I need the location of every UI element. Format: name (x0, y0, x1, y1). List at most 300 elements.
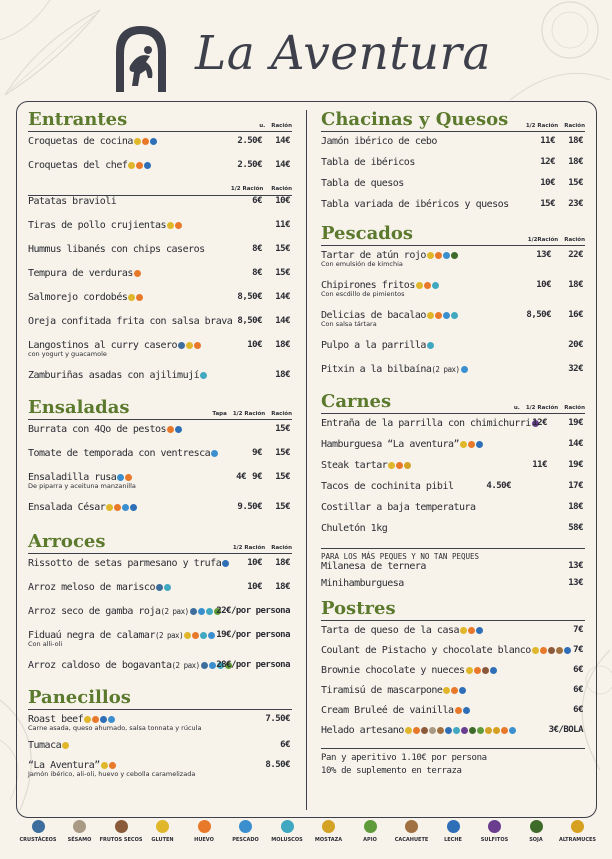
item-line (321, 625, 585, 636)
menu-item (321, 157, 585, 178)
menu-item (28, 196, 292, 220)
item-price: 32€ (568, 364, 583, 374)
section-carnes (321, 390, 585, 544)
item-line (321, 439, 585, 450)
item-price: 12€ (540, 157, 555, 167)
item-description: con yogurt y guacamole (28, 350, 107, 358)
menu-item (321, 502, 585, 523)
menu-item (28, 370, 292, 394)
menu-item (321, 199, 585, 220)
item-name: Costillar a baja temperatura (321, 502, 476, 513)
section-postres (321, 597, 585, 778)
item-price: 17€ (568, 481, 583, 491)
legend-label: SOJA (529, 837, 543, 843)
item-price: 15€ (275, 244, 290, 254)
item-price: 9€ (252, 448, 262, 458)
column-divider (306, 110, 307, 810)
mostaza-allergen-icon (322, 820, 335, 833)
altramuces-allergen-icon (571, 820, 584, 833)
leche-allergen-icon (100, 716, 107, 723)
leche-allergen-icon (564, 647, 571, 654)
menu-item (321, 418, 585, 439)
item-price: 14€ (275, 160, 290, 170)
item-list (28, 714, 292, 786)
section-title: Chacinas y Quesos (321, 109, 509, 130)
item-price: 15€ (540, 199, 555, 209)
gluten-allergen-icon (156, 820, 169, 833)
item-price: 13€ (568, 578, 583, 588)
huevo-allergen-icon (194, 342, 201, 349)
leche-allergen-icon (150, 138, 157, 145)
legend-label: SÉSAMO (67, 837, 92, 843)
item-line (321, 561, 585, 572)
huevo-allergen-icon (136, 162, 143, 169)
explorer-logo-icon (110, 22, 172, 94)
item-name: Tomate de temporada con ventresca (28, 448, 211, 459)
moluscos-allergen-icon (200, 372, 207, 379)
item-price: 8€ (252, 244, 262, 254)
gluten-allergen-icon (128, 162, 135, 169)
menu-item (28, 220, 292, 244)
gluten-allergen-icon (460, 441, 467, 448)
legend-label: CRUSTÁCEOS (19, 837, 57, 843)
col-header: Ración (271, 545, 292, 551)
pescado-allergen-icon (117, 474, 124, 481)
leche-allergen-icon (175, 426, 182, 433)
crustaceos-allergen-icon (190, 608, 197, 615)
brand-title: La Aventura (195, 26, 491, 81)
item-line (321, 645, 585, 656)
col-header: Ración (271, 123, 292, 129)
mostaza-allergen-icon (485, 727, 492, 734)
item-description: Carne asada, queso ahumado, salsa tonnata y rúcula (28, 724, 202, 732)
item-name: Tacos de cochinita pibil (321, 481, 454, 492)
leche-allergen-icon (490, 667, 497, 674)
item-line (321, 523, 585, 534)
crustaceos-allergen-icon (201, 662, 208, 669)
item-price: 18€ (275, 340, 290, 350)
legend-label: MOSTAZA (314, 837, 343, 843)
menu-item (321, 250, 585, 280)
col-header: 1/2 Ración (525, 123, 559, 129)
allergen-legend (20, 818, 596, 858)
item-name: Tabla de ibéricos (321, 157, 415, 168)
menu-item (28, 268, 292, 292)
huevo-allergen-icon (468, 627, 475, 634)
item-price: 10€ (247, 582, 262, 592)
legend-item-altramuces (554, 820, 602, 843)
gluten-allergen-icon (416, 282, 423, 289)
item-price: 15€ (275, 268, 290, 278)
item-name: Tabla de quesos (321, 178, 404, 189)
col-header: Ración (564, 123, 585, 129)
item-price: 14€ (275, 316, 290, 326)
column-headers (528, 237, 585, 243)
gluten-allergen-icon (184, 632, 191, 639)
item-name: Coulant de Pistacho y chocolate blanco (321, 645, 531, 656)
item-price: 58€ (568, 523, 583, 533)
item-price: 18€ (568, 157, 583, 167)
legend-label: HUEVO (194, 837, 214, 843)
column-headers (526, 123, 585, 129)
huevo-allergen-icon (92, 716, 99, 723)
item-name: Cream Bruleé de vainilla (321, 705, 454, 716)
crustaceos-allergen-icon (32, 820, 45, 833)
left-column (28, 108, 292, 786)
pescado-allergen-icon (443, 252, 450, 259)
column-headers (514, 405, 585, 411)
gluten-allergen-icon (405, 727, 412, 734)
item-name: Tiramisú de mascarpone (321, 685, 443, 696)
item-price: 8.50€ (265, 760, 290, 770)
item-price: 7€ (573, 645, 583, 655)
soja-allergen-icon (469, 727, 476, 734)
pescado-allergen-icon (509, 727, 516, 734)
pescado-allergen-icon (209, 662, 216, 669)
item-name: Oreja confitada frita con salsa brava (28, 316, 233, 327)
huevo-allergen-icon (455, 707, 462, 714)
huevo-allergen-icon (109, 762, 116, 769)
item-price: 14€ (568, 439, 583, 449)
legend-label: APIO (363, 837, 377, 843)
huevo-allergen-icon (424, 282, 431, 289)
leche-allergen-icon (459, 687, 466, 694)
menu-item (28, 630, 292, 660)
item-price: 10€ (540, 178, 555, 188)
item-price: 10€ (536, 280, 551, 290)
huevo-allergen-icon (451, 687, 458, 694)
item-name: Minihamburguesa (321, 578, 404, 589)
item-name: Patatas bravioli (28, 196, 117, 207)
huevo-allergen-icon (175, 222, 182, 229)
leche-allergen-icon (476, 441, 483, 448)
item-line (321, 705, 585, 716)
item-price: 2.50€ (237, 136, 262, 146)
col-header: u. (513, 405, 520, 411)
item-pax: (2 pax) (431, 365, 460, 374)
moluscos-allergen-icon (164, 584, 171, 591)
col-header: 1/2 Ración (525, 405, 559, 411)
leche-allergen-icon (130, 504, 137, 511)
legend-label: PESCADO (232, 837, 259, 843)
col-header: Ración (271, 411, 292, 417)
item-price: 23€ (568, 199, 583, 209)
pescado-allergen-icon (108, 716, 115, 723)
item-line (321, 578, 585, 589)
item-price: 22€ (568, 250, 583, 260)
item-name: Fiduaú negra de calamar (28, 630, 155, 641)
cacahuete-allergen-icon (405, 820, 418, 833)
item-name: Jamón ibérico de cebo (321, 136, 437, 147)
item-price: 6€ (252, 196, 262, 206)
item-pax: (2 pax) (160, 607, 189, 616)
gluten-allergen-icon (443, 687, 450, 694)
menu-item (28, 606, 292, 630)
gluten-allergen-icon (186, 342, 193, 349)
item-line (321, 665, 585, 676)
menu-item (321, 685, 585, 705)
crustaceos-allergen-icon (156, 584, 163, 591)
pescado-allergen-icon (208, 632, 215, 639)
item-name: Steak tartar (321, 460, 388, 471)
pescado-allergen-icon (461, 366, 468, 373)
section-title: Panecillos (28, 687, 131, 708)
item-price: 13€ (536, 250, 551, 260)
menu-item (321, 578, 585, 595)
huevo-allergen-icon (501, 727, 508, 734)
item-name: Delicias de bacalao (321, 310, 426, 321)
menu-item (321, 364, 585, 388)
leche-allergen-icon (476, 627, 483, 634)
gluten-allergen-icon (106, 504, 113, 511)
leche-allergen-icon (463, 707, 470, 714)
item-price: 9.50€ (237, 502, 262, 512)
item-name: Ensaladilla rusa (28, 472, 117, 483)
item-price: 6€ (573, 705, 583, 715)
menu-item (28, 472, 292, 502)
gluten-allergen-icon (427, 312, 434, 319)
item-line (28, 740, 292, 751)
item-name: Hummus libanés con chips caseros (28, 244, 205, 255)
cacahuete-allergen-icon (556, 647, 563, 654)
menu-item (28, 502, 292, 526)
item-line (321, 502, 585, 513)
section-pescados (321, 222, 585, 388)
section-chacinas (321, 108, 585, 220)
menu-item (321, 136, 585, 157)
item-price: 2.50€ (237, 160, 262, 170)
item-price: 6€ (280, 740, 290, 750)
moluscos-allergen-icon (206, 608, 213, 615)
huevo-allergen-icon (413, 727, 420, 734)
sesamo-allergen-icon (73, 820, 86, 833)
moluscos-allergen-icon (200, 632, 207, 639)
item-price: 7.50€ (265, 714, 290, 724)
section-title: Arroces (28, 531, 106, 552)
item-name: Tabla variada de ibéricos y quesos (321, 199, 509, 210)
crustaceos-allergen-icon (178, 342, 185, 349)
item-line (28, 370, 292, 381)
kids-title: PARA LOS MÁS PEQUES Y NO TAN PEQUES (321, 548, 585, 561)
item-name: Burrata con 4Qo de pestos (28, 424, 167, 435)
item-price: 11€ (275, 220, 290, 230)
col-header: 1/2 Ración (232, 411, 266, 417)
huevo-allergen-icon (125, 474, 132, 481)
gluten-allergen-icon (427, 252, 434, 259)
item-name: Chuletón 1kg (321, 523, 388, 534)
menu-item (321, 178, 585, 199)
pescado-allergen-icon (211, 450, 218, 457)
sulfitos-allergen-icon (461, 727, 468, 734)
menu-item (321, 310, 585, 340)
frutos-secos-allergen-icon (548, 647, 555, 654)
menu-item (28, 340, 292, 370)
item-price: 7€ (573, 625, 583, 635)
item-price: 19€/por persona (216, 630, 290, 640)
item-price: 19€ (568, 460, 583, 470)
gluten-allergen-icon (466, 667, 473, 674)
item-price: 13€ (568, 561, 583, 571)
mostaza-allergen-icon (404, 462, 411, 469)
item-name: Tartar de atún rojo (321, 250, 426, 261)
menu-item (28, 740, 292, 760)
menu-item (321, 625, 585, 645)
item-name: Croquetas de cocina (28, 136, 133, 147)
gluten-allergen-icon (84, 716, 91, 723)
item-name: Helado artesano (321, 725, 404, 736)
item-price: 15€ (275, 472, 290, 482)
item-name: Chipirones fritos (321, 280, 415, 291)
item-name: “La Aventura” (28, 760, 100, 771)
col-header: u. (259, 123, 266, 129)
gluten-allergen-icon (134, 138, 141, 145)
item-line (321, 364, 585, 375)
huevo-allergen-icon (198, 820, 211, 833)
menu-item (321, 705, 585, 725)
section-ensaladas (28, 396, 292, 526)
apio-allergen-icon (364, 820, 377, 833)
item-list (28, 196, 292, 394)
frutos-secos-allergen-icon (482, 667, 489, 674)
cacahuete-allergen-icon (437, 727, 444, 734)
item-price: 18€ (275, 582, 290, 592)
item-price: 6€ (573, 665, 583, 675)
menu-item (28, 316, 292, 340)
gluten-allergen-icon (532, 647, 539, 654)
sulfitos-allergen-icon (488, 820, 501, 833)
moluscos-allergen-icon (451, 312, 458, 319)
menu-item (321, 561, 585, 578)
sesamo-allergen-icon (429, 727, 436, 734)
pescado-allergen-icon (443, 312, 450, 319)
huevo-allergen-icon (540, 647, 547, 654)
item-price: 18€ (568, 280, 583, 290)
item-line (28, 220, 292, 231)
section-entrantes (28, 108, 292, 394)
menu-item (28, 448, 292, 472)
item-price: 8,50€ (526, 310, 551, 320)
item-line (321, 481, 585, 492)
item-name: Tumaca (28, 740, 62, 751)
item-list (321, 561, 585, 595)
section-kids (321, 548, 585, 595)
item-line (28, 424, 292, 435)
legend-label: LECHE (444, 837, 462, 843)
item-list (321, 136, 585, 220)
section-title: Postres (321, 598, 396, 619)
column-headers (259, 123, 292, 129)
item-price: 22€/por persona (216, 606, 290, 616)
moluscos-allergen-icon (281, 820, 294, 833)
right-column (321, 108, 585, 778)
item-name: Tarta de queso de la casa (321, 625, 460, 636)
leche-allergen-icon (447, 820, 460, 833)
legend-label: GLUTEN (151, 837, 174, 843)
item-price: 4€ (236, 472, 246, 482)
item-name: Salmorejo cordobés (28, 292, 128, 303)
item-name: Langostinos al curry casero (28, 340, 178, 351)
legend-label: FRUTOS SECOS (99, 837, 143, 843)
item-name: Ensalada César (28, 502, 106, 513)
item-price: 11€ (540, 136, 555, 146)
item-price: 18€ (568, 502, 583, 512)
gluten-allergen-icon (128, 294, 135, 301)
section-title: Ensaladas (28, 397, 130, 418)
item-name: Pitxin a la bilbaína (321, 364, 432, 375)
legend-label: MOLUSCOS (271, 837, 303, 843)
item-price: 11€ (532, 460, 547, 470)
menu-item (28, 760, 292, 786)
pescado-allergen-icon (122, 504, 129, 511)
item-price: 3€/BOLA (548, 725, 583, 735)
section-arroces (28, 530, 292, 684)
menu-item (28, 292, 292, 316)
item-price: 8,50€ (237, 316, 262, 326)
menu-item (321, 645, 585, 665)
col-header: Tapa (212, 411, 227, 417)
gluten-allergen-icon (101, 762, 108, 769)
moluscos-allergen-icon (432, 282, 439, 289)
menu-item (321, 460, 585, 481)
legend-label: CACAHUETE (394, 837, 429, 843)
gluten-allergen-icon (460, 627, 467, 634)
huevo-allergen-icon (435, 312, 442, 319)
gluten-allergen-icon (167, 222, 174, 229)
huevo-allergen-icon (136, 294, 143, 301)
item-name: Arroz caldoso de bogavanta (28, 660, 172, 671)
item-description: Jamón ibérico, ali-oli, huevo y cebolla caramelizada (28, 770, 196, 778)
item-price: 10€ (247, 340, 262, 350)
huevo-allergen-icon (468, 441, 475, 448)
legend-label: ALTRAMUCES (558, 837, 597, 843)
item-description: Con emulsión de kimchia (321, 260, 403, 268)
item-list (321, 250, 585, 388)
item-pax: (2 pax) (171, 661, 200, 670)
huevo-allergen-icon (167, 426, 174, 433)
menu-item (321, 439, 585, 460)
section-title: Carnes (321, 391, 392, 412)
item-price: 16€ (568, 310, 583, 320)
huevo-allergen-icon (114, 504, 121, 511)
item-price: 15€ (568, 178, 583, 188)
col-header: Ración (564, 237, 585, 243)
menu-item (28, 160, 292, 184)
item-line (321, 725, 585, 736)
header (0, 0, 612, 100)
menu-item (28, 424, 292, 448)
item-price: 8€ (252, 268, 262, 278)
item-price: 4.50€ (486, 481, 511, 491)
menu-item (28, 714, 292, 740)
item-name: Entraña de la parrilla con chimichurri (321, 418, 531, 429)
item-price: 15€ (275, 448, 290, 458)
item-price: 8,50€ (237, 292, 262, 302)
item-list (321, 625, 585, 745)
item-price: 6€ (573, 685, 583, 695)
menu-item (28, 136, 292, 160)
item-name: Rissotto de setas parmesano y trufa (28, 558, 222, 569)
col-header: Ración (271, 186, 292, 192)
item-name: Hamburguesa “La aventura” (321, 439, 460, 450)
item-pax: (2 pax) (154, 631, 184, 640)
item-price: 9€ (252, 472, 262, 482)
moluscos-allergen-icon (453, 727, 460, 734)
item-list (321, 418, 585, 544)
frutos-secos-allergen-icon (421, 727, 428, 734)
item-name: Brownie chocolate y nueces (321, 665, 465, 676)
item-list (28, 558, 292, 684)
moluscos-allergen-icon (427, 342, 434, 349)
